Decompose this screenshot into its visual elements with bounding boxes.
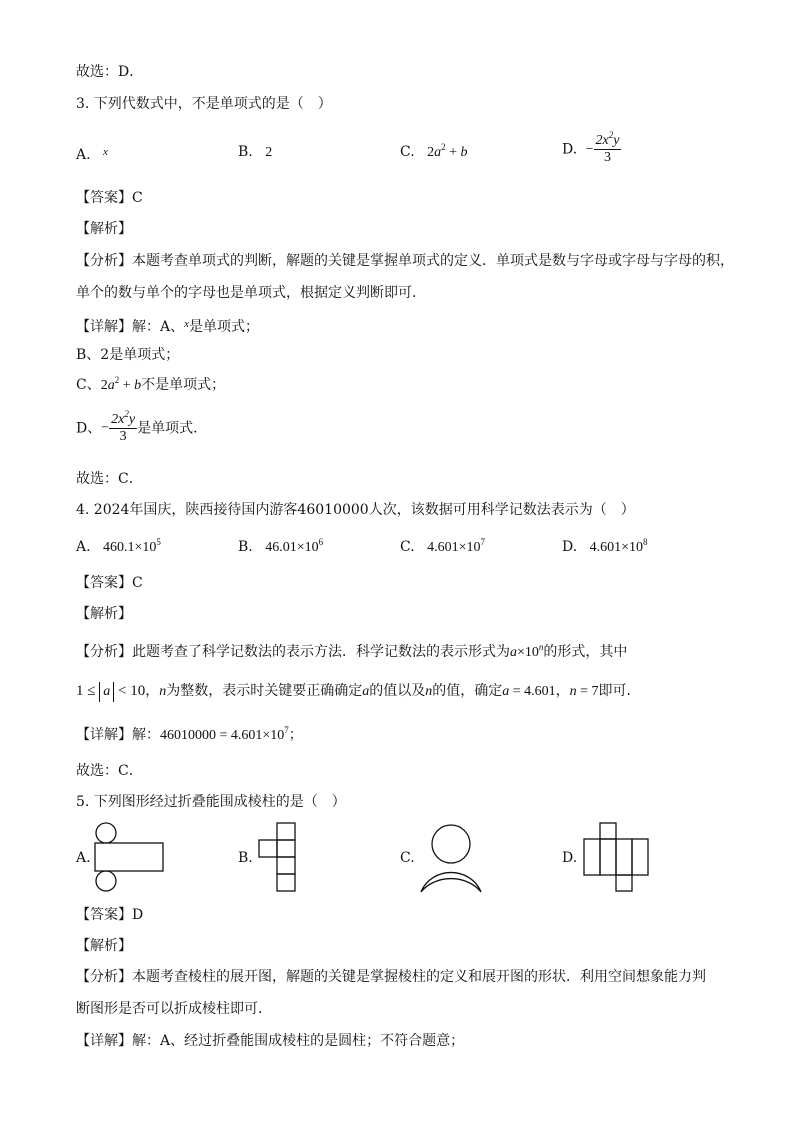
q4-option-b (238, 538, 323, 557)
q5-analysis-heading: 【解析】 (76, 938, 132, 954)
q3-analysis-line2: 单个的数与单个的字母也是单项式，根据定义判断即可． (76, 285, 426, 301)
q3-option-d-fraction: $\frac{2x^2y}{3}$ (595, 130, 620, 165)
q4-option-c (400, 538, 485, 557)
q3-line-c-suffix: 不是单项式； (141, 377, 226, 393)
q4-option-d (562, 538, 648, 557)
q5-answer: 【答案】D (76, 907, 144, 923)
q5-option-c-label: C. (400, 850, 415, 866)
prev-conclusion: 故选：D． (76, 64, 144, 80)
q3-conclusion: 故选：C． (76, 471, 143, 487)
q3-option-a-math: x (103, 146, 108, 158)
q4-option-d-math: $4.601\times 10^8$ (589, 537, 648, 555)
q4-option-d-label: D. (562, 539, 578, 555)
q4-option-b-label: B. (238, 539, 253, 555)
q3-analysis-heading: 【解析】 (76, 221, 132, 237)
q4-detail-prefix: 【详解】解： (76, 727, 160, 743)
q4-analysis1-prefix: 【分析】此题考查了科学记数法的表示方法．科学记数法的表示形式为 (76, 644, 510, 660)
q5-detail: 【详解】解：A、经过折叠能围成棱柱的是圆柱；不符合题意； (76, 1033, 465, 1049)
q3-option-d-label: D. (562, 141, 578, 158)
q4-analysis-line1 (76, 643, 627, 662)
q4-analysis1-suffix: 的形式，其中 (543, 644, 628, 660)
q5-analysis-line1: 【分析】本题考查棱柱的展开图，解题的关键是掌握棱柱的定义和展开图的形状．利用空间想象能力判 (76, 969, 706, 985)
q3-option-c (400, 143, 468, 162)
q3-line-d-fraction: $\frac{2x^2y}{3}$ (111, 409, 136, 444)
q4-stem: 4. 2024年国庆，陕西接待国内游客46010000人次，该数据可用科学记数法表示为（ ） (76, 502, 635, 518)
q3-detail-suffix: 是单项式； (189, 319, 260, 335)
q5-option-b-label: B. (238, 850, 253, 866)
q4-analysis-line2: 1 ≤ a < 10，n为整数，表示时关键要正确确定a的值以及n的值，确定a = 4.601，n = 7即可． (76, 680, 641, 703)
figure-cone-net (418, 823, 484, 895)
q3-line-d-prefix: D、 (76, 420, 102, 437)
q3-detail-line-a: 【详解】解：A、$^x$是单项式； (76, 318, 260, 335)
q4-detail: 【详解】解：$46010000 = 4.601\times 10^7$； (76, 725, 303, 743)
figure-cylinder-net (90, 821, 170, 893)
q3-option-d-minus: − (585, 141, 594, 157)
q3-line-d-suffix: 是单项式． (137, 420, 208, 437)
q4-conclusion: 故选：C． (76, 763, 143, 779)
q3-option-a (76, 143, 108, 164)
q3-option-a-label: A. (76, 147, 91, 163)
q4-option-c-math: $4.601\times 10^7$ (427, 537, 486, 555)
q4-answer: 【答案】C (76, 575, 143, 591)
q3-option-c-math: $2a^2 + b$ (427, 142, 468, 160)
q3-detail-line-b: B、2是单项式； (76, 347, 180, 363)
q3-detail-prefix: 【详解】解：A、 (76, 319, 185, 335)
q3-answer: 【答案】C (76, 190, 143, 206)
q5-analysis-line2: 断图形是否可以折成棱柱即可． (76, 1001, 272, 1017)
q3-option-b (238, 143, 272, 162)
q5-option-d-label: D. (562, 850, 578, 866)
q4-option-b-math: $46.01\times 10^6$ (265, 537, 324, 555)
q4-option-c-label: C. (400, 539, 415, 555)
figure-cube-like-net (258, 822, 298, 894)
q4-analysis-heading: 【解析】 (76, 606, 132, 622)
q3-option-c-label: C. (400, 144, 415, 160)
q3-analysis-line1: 【分析】本题考查单项式的判断，解题的关键是掌握单项式的定义．单项式是数与字母或字母与字母的积， (76, 253, 734, 269)
q5-stem: 5. 下列图形经过折叠能围成棱柱的是（ ） (76, 794, 346, 810)
sci-form: $a\times 10^n$ (510, 642, 544, 660)
q3-option-b-math: 2 (265, 145, 273, 160)
q5-option-a-label: A. (76, 850, 91, 866)
q3-option-d (562, 130, 621, 166)
q3-line-c-prefix: C、 (76, 377, 101, 393)
abs-a: a (99, 682, 114, 702)
q3-option-b-label: B. (238, 144, 253, 160)
q3-detail-line-c: C、$2a^2 + b$不是单项式； (76, 375, 226, 393)
q4-detail-suffix: ； (288, 727, 303, 743)
q3-stem: 3. 下列代数式中，不是单项式的是（ ） (76, 96, 332, 112)
q4-option-a (76, 538, 161, 557)
q4-option-a-math: $460.1\times 10^5$ (103, 537, 161, 555)
q3-detail-line-d: D、− $\frac{2x^2y}{3}$ 是单项式． (76, 409, 208, 444)
figure-prism-net (582, 822, 652, 894)
q4-option-a-label: A. (76, 539, 91, 555)
